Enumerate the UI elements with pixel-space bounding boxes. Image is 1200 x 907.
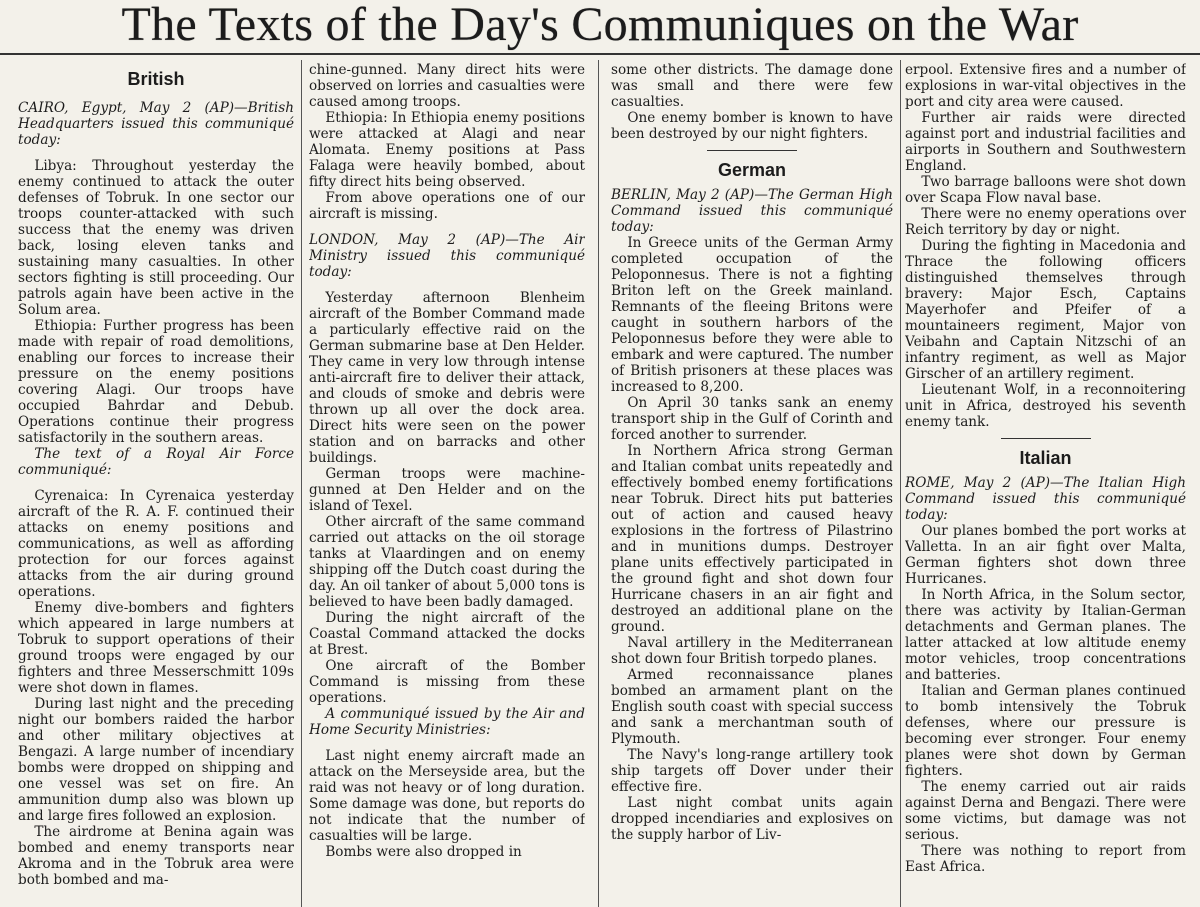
dateline: LONDON, May 2 (AP)—The Air Ministry issued this communiqué today: (309, 232, 585, 280)
column-2 (309, 62, 585, 907)
paragraph (611, 443, 893, 635)
dateline-paragraph (309, 706, 585, 738)
paragraph-text: The airdrome at Benina again was bombed and enemy transports near Akroma and in the Tobruk area were both bombed and ma- (18, 824, 294, 888)
paragraph-text: Further air raids were directed against port and industrial facilities and airports in Southern and Southwestern England. (905, 110, 1186, 174)
paragraph-text: Cyrenaica: In Cyrenaica yesterday aircraft of the R. A. F. continued their attacks on enemy positions and communications, as well as affording protection for our forces against attacks from the air during ground operations. (18, 488, 294, 600)
paragraph (905, 206, 1186, 238)
paragraph-text: During last night and the preceding night our bombers raided the harbor and other military objectives at Bengazi. A large number of incendiary bombs were dropped on shipping and one vessel was set on fire. An ammunition dump also was blown up and large fires followed an explosion. (18, 696, 294, 824)
dateline-paragraph (905, 475, 1186, 523)
paragraph-text: In Northern Africa strong German and Italian combat units repeatedly and effectively bombed enemy fortifications near Tobruk. Direct hits put batteries out of action and caused heavy explosions in the fortress of Pilastrino and in munitions dumps. Destroyer plane units effectively participated in the ground fight and shot down four Hurricane chasers in an air fight and destroyed an additional plane on the ground. (611, 443, 893, 635)
paragraph-text: Last night enemy aircraft made an attack on the Merseyside area, but the raid was not heavy or of long duration. Some damage was done, but reports do not indicate that the number of casualties will be large. (309, 748, 585, 844)
dateline: CAIRO, Egypt, May 2 (AP)—British Headquarters issued this communiqué today: (18, 100, 294, 148)
paragraph (905, 683, 1186, 779)
paragraph (905, 779, 1186, 843)
dateline-paragraph (18, 100, 294, 148)
paragraph (905, 382, 1186, 430)
paragraph (611, 395, 893, 443)
paragraph-text: Armed reconnaissance planes bombed an armament plant on the English south coast with special success and sank a merchantman south of Plymouth. (611, 667, 893, 747)
paragraph (309, 62, 585, 110)
paragraph (309, 466, 585, 514)
paragraph (611, 667, 893, 747)
paragraph-text: Naval artillery in the Mediterranean shot down four British torpedo planes. (611, 635, 893, 667)
paragraph (309, 290, 585, 466)
dateline: BERLIN, May 2 (AP)—The German High Command issued this communiqué today: (611, 187, 893, 235)
paragraph (18, 158, 294, 318)
paragraph-text: Libya: Throughout yesterday the enemy continued to attack the outer defenses of Tobruk. In one sector our troops counter-attacked with such success that the enemy was driven back, losing eleven tanks and sustaining many casualties. In other sectors fighting is still proceeding. Our patrols again have been active in the Solum area. (18, 158, 294, 318)
paragraph (18, 696, 294, 824)
paragraph (905, 110, 1186, 174)
paragraph-text: Last night combat units again dropped incendiaries and explosives on the supply harbor of Liv- (611, 795, 893, 843)
paragraph (905, 523, 1186, 587)
paragraph-text: Other aircraft of the same command carried out attacks on the oil storage tanks at Vlaardingen and on enemy shipping off the Dutch coast during the day. An oil tanker of about 5,000 tons is believed to have been badly damaged. (309, 514, 585, 610)
paragraph (309, 658, 585, 706)
paragraph-text: Ethiopia: Further progress has been made with repair of road demolitions, enabling our forces to increase their pressure on the enemy positions covering Alagi. Our troops have occupied Bahrdar and Debub. Operations continue their progress satisfactorily in the southern areas. (18, 318, 294, 446)
paragraph (905, 238, 1186, 382)
section-heading: German (717, 160, 787, 180)
paragraph (309, 190, 585, 222)
dateline: A communiqué issued by the Air and Home Security Ministries: (309, 706, 585, 738)
paragraph (905, 843, 1186, 875)
paragraph (309, 610, 585, 658)
paragraph-text: There were no enemy operations over Reich territory by day or night. (905, 206, 1186, 238)
paragraph (309, 748, 585, 844)
paragraph-text: Our planes bombed the port works at Valletta. In an air fight over Malta, German fighters shot down three Hurricanes. (905, 523, 1186, 587)
paragraph (611, 747, 893, 795)
paragraph-text: From above operations one of our aircraft is missing. (309, 190, 585, 222)
paragraph (611, 635, 893, 667)
paragraph (18, 318, 294, 446)
headline-rule (0, 53, 1200, 55)
dateline-paragraph (611, 187, 893, 235)
paragraph (611, 235, 893, 395)
paragraph (309, 844, 585, 860)
paragraph (905, 62, 1186, 110)
dateline: The text of a Royal Air Force communiqué: (18, 446, 294, 478)
section-rule (707, 150, 797, 151)
paragraph-text: Ethiopia: In Ethiopia enemy positions were attacked at Alagi and near Alomata. Enemy positions at Pass Falaga were heavily bombed, about fifty direct hits being observed. (309, 110, 585, 190)
section-heading: British (127, 69, 185, 89)
paragraph-text: In Greece units of the German Army completed occupation of the Peloponnesus. There is not a fighting Briton left on the Greek mainland. Remnants of the fleeing Britons were caught in southern harbors of the Peloponnesus before they were able to embark and were captured. The number of British prisoners at these places was increased to 8,200. (611, 235, 893, 395)
paragraph-text: One aircraft of the Bomber Command is missing from these operations. (309, 658, 585, 706)
column-divider (301, 60, 302, 907)
paragraph (611, 62, 893, 110)
dateline-paragraph (309, 232, 585, 280)
column-4 (905, 62, 1186, 907)
paragraph-text: Bombs were also dropped in (325, 844, 522, 860)
paragraph-text: There was nothing to report from East Africa. (905, 843, 1186, 875)
paragraph-text: The enemy carried out air raids against Derna and Bengazi. There were some victims, but damage was not serious. (905, 779, 1186, 843)
paragraph (905, 587, 1186, 683)
column-1 (18, 62, 294, 907)
column-divider (598, 60, 599, 907)
paragraph (18, 600, 294, 696)
paragraph-text: some other districts. The damage done was small and there were few casualties. (611, 62, 893, 110)
paragraph-text: On April 30 tanks sank an enemy transport ship in the Gulf of Corinth and forced another to surrender. (611, 395, 893, 443)
dateline: ROME, May 2 (AP)—The Italian High Command issued this communiqué today: (905, 475, 1186, 523)
paragraph (18, 488, 294, 600)
paragraph-text: German troops were machine-gunned at Den Helder and on the island of Texel. (309, 466, 585, 514)
column-3 (611, 62, 893, 907)
paragraph-text: During the night aircraft of the Coastal Command attacked the docks at Brest. (309, 610, 585, 658)
section-heading: Italian (1019, 448, 1072, 468)
paragraph-text: The Navy's long-range artillery took ship targets off Dover under their effective fire. (611, 747, 893, 795)
paragraph-text: During the fighting in Macedonia and Thrace the following officers distinguished themselves through bravery: Major Esch, Captains Mayerhofer and Pfeifer of a mountaineers regiment, Major von Veibahn and Captain Nitzschi of an infantry regiment, as well as Major Girscher of an artillery regiment. (905, 238, 1186, 382)
paragraph-text: chine-gunned. Many direct hits were observed on lorries and casualties were caused among troops. (309, 62, 585, 110)
paragraph (905, 174, 1186, 206)
section-rule (1001, 438, 1091, 439)
paragraph-text: erpool. Extensive fires and a number of explosions in war-vital objectives in the port and city area were caused. (905, 62, 1186, 110)
paragraph (309, 110, 585, 190)
paragraph (18, 824, 294, 888)
paragraph-text: Enemy dive-bombers and fighters which appeared in large numbers at Tobruk to support operations of their ground troops were engaged by our fighters and three Messerschmitt 109s were shot down in flames. (18, 600, 294, 696)
paragraph-text: Two barrage balloons were shot down over Scapa Flow naval base. (905, 174, 1186, 206)
paragraph (309, 514, 585, 610)
paragraph (611, 795, 893, 843)
paragraph-text: Italian and German planes continued to bomb intensively the Tobruk defenses, where our pressure is becoming ever stronger. Four enemy planes were shot down by German fighters. (905, 683, 1186, 779)
paragraph-text: Lieutenant Wolf, in a reconnoitering unit in Africa, destroyed his seventh enemy tank. (905, 382, 1186, 430)
column-divider (900, 60, 901, 907)
paragraph-text: Yesterday afternoon Blenheim aircraft of the Bomber Command made a particularly effective raid on the German submarine base at Den Helder. They came in very low through intense anti-aircraft fire to deliver their attack, and clouds of smoke and debris were thrown up all over the dock area. Direct hits were seen on the power station and on barracks and other buildings. (309, 290, 585, 466)
paragraph-text: In North Africa, in the Solum sector, there was activity by Italian-German detachments and German planes. The latter attacked at low altitude enemy motor vehicles, troop concentrations and batteries. (905, 587, 1186, 683)
paragraph-text: One enemy bomber is known to have been destroyed by our night fighters. (611, 110, 893, 142)
dateline-paragraph (18, 446, 294, 478)
paragraph (611, 110, 893, 142)
headline: The Texts of the Day's Communiques on the War (121, 0, 1079, 51)
